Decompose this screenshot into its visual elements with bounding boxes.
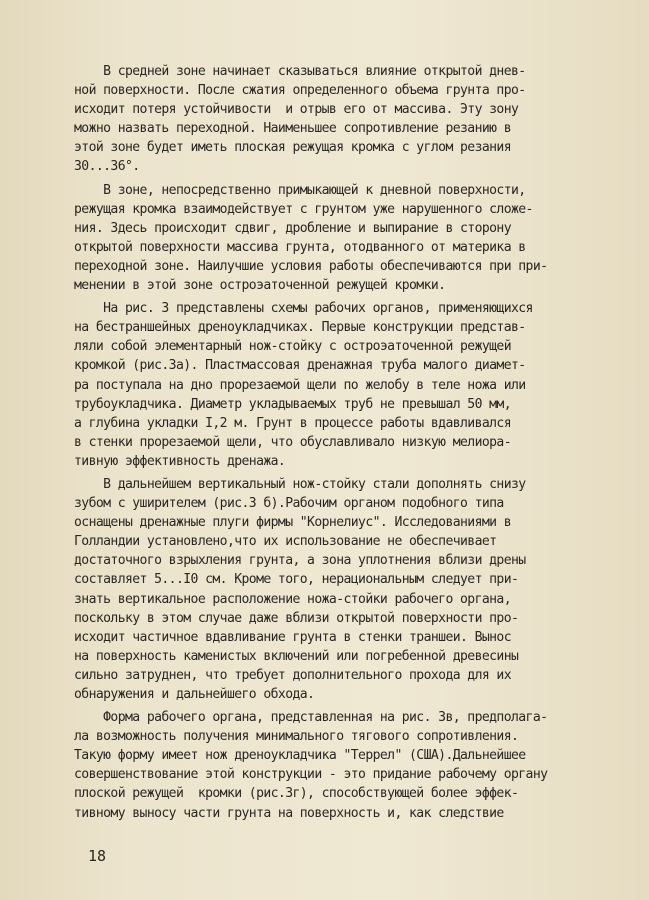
text-line: в стенки прорезаемой щели, что обуславливало низкую мелиора- xyxy=(74,434,511,450)
text-line: ла возможность получения минимального тягового сопротивления. xyxy=(74,729,519,745)
text-line: переходной зоне. Наилучшие условия работы обеспечиваются при при- xyxy=(74,258,548,274)
text-line: кромкой (рис.3а). Пластмассовая дренажная труба малого диамет- xyxy=(74,358,526,374)
paragraph xyxy=(74,708,622,823)
text-line: составляет 5...I0 см. Кроме того, нерациональным следует при- xyxy=(74,572,519,588)
text-line: В дальнейшем вертикальный нож-стойку стали дополнять снизу xyxy=(74,476,526,492)
text-line: на бестраншейных дреноукладчиках. Первые конструкции представ- xyxy=(74,320,526,336)
text-line: В средней зоне начинает сказываться влияние открытой днев- xyxy=(74,64,526,79)
text-line: поскольку в этом случае даже вблизи открытой поверхности про- xyxy=(74,610,519,626)
text-line: В зоне, непосредственно примыкающей к дневной поверхности, xyxy=(74,182,526,198)
text-line: тивную эффективность дренажа. xyxy=(74,453,286,469)
text-line: ния. Здесь происходит сдвиг, дробление и выпирание в сторону xyxy=(74,220,511,236)
text-line: на поверхность каменистых включений или погребенной древесины xyxy=(74,648,519,664)
text-line: исходит потеря устойчивости и отрыв его от массива. Эту зону xyxy=(74,102,519,118)
text-line: ра поступала на дно прорезаемой щели по желобу в теле ножа или xyxy=(74,377,526,393)
text-line: сильно затруднен, что требует дополнительного прохода для их xyxy=(74,667,511,683)
text-line: совершенствование этой конструкции - это придание рабочему органу xyxy=(74,767,548,783)
page-number: 18 xyxy=(88,847,107,865)
text-line: плоской режущей кромки (рис.3г), способствующей более эффек- xyxy=(74,786,519,802)
text-line: менении в этой зоне остроэаточенной режущей кромки. xyxy=(74,278,446,294)
paragraph xyxy=(74,299,622,471)
text-line: обнаружения и дальнейшего обхода. xyxy=(74,687,315,702)
text-line: тивному выносу части грунта на поверхность и, как следствие xyxy=(74,805,504,821)
text-line: На рис. 3 представлены схемы рабочих органов, применяющихся xyxy=(74,301,533,317)
text-line: Форма рабочего органа, представленная на рис. 3в, предполага- xyxy=(74,710,548,726)
text-line: этой зоне будет иметь плоская режущая кромка с углом резания xyxy=(74,140,511,156)
text-line: исходит частичное вдавливание грунта в стенки траншеи. Вынос xyxy=(74,629,511,645)
text-line: трубоукладчика. Диаметр укладываемых труб не превышал 50 мм, xyxy=(74,396,511,412)
text-line: режущая кромка взаимодействует с грунтом уже нарушенного сложе- xyxy=(74,201,533,217)
text-line: а глубина укладки I,2 м. Грунт в процессе работы вдавливался xyxy=(74,415,511,431)
text-line: ляли собой элементарный нож-стойку с остроэаточенной режущей xyxy=(74,339,511,355)
text-line: открытой поверхности массива грунта, отодванного от материка в xyxy=(74,239,526,255)
paragraph xyxy=(74,62,622,177)
text-line: зубом с уширителем (рис.3 б).Рабочим органом подобного типа xyxy=(74,496,504,512)
text-line: достаточного взрыхления грунта, а зона уплотнения вблизи дрены xyxy=(74,553,526,569)
text-line: знать вертикальное расположение ножа-стойки рабочего органа, xyxy=(74,591,511,607)
body-text xyxy=(74,62,622,827)
paragraph xyxy=(74,475,622,704)
text-line: можно назвать переходной. Наименьшее сопротивление резанию в xyxy=(74,121,511,137)
text-line: оснащены дренажные плуги фирмы "Корнелиус". Исследованиями в xyxy=(74,515,511,531)
paragraph xyxy=(74,181,622,296)
text-line: Такую форму имеет нож дреноукладчика "Террел" (США).Дальнейшее xyxy=(74,748,526,764)
text-line: ной поверхности. После сжатия определенного объема грунта про- xyxy=(74,83,526,99)
text-line: 30...36°. xyxy=(74,159,140,175)
text-line: Голландии установлено,что их использование не обеспечивает xyxy=(74,534,497,550)
